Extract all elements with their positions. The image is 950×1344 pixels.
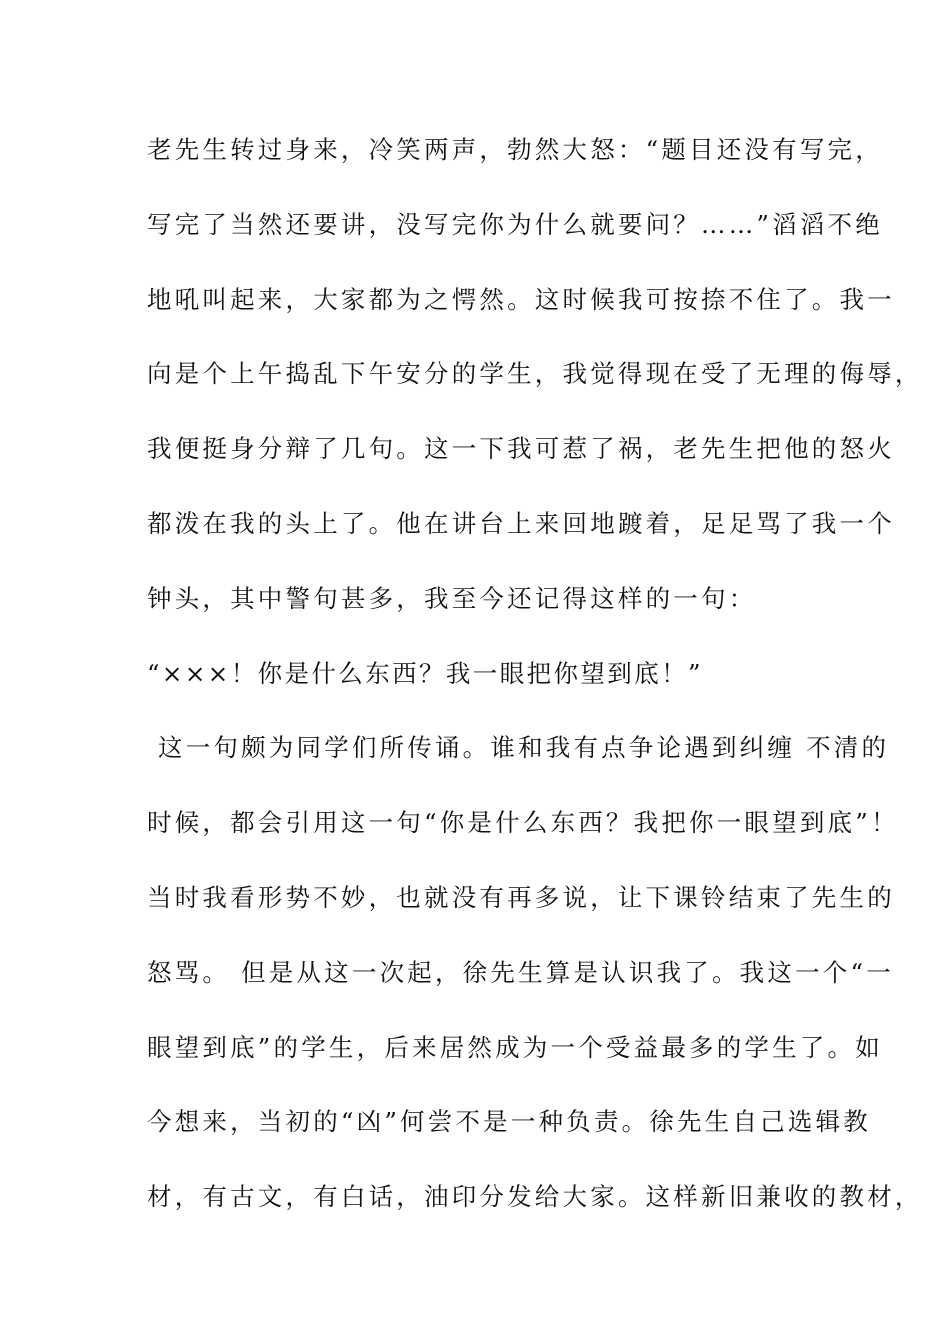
text-line: 这一句颇为同学们所传诵。谁和我有点争论遇到纠缠 不清的 xyxy=(147,733,890,763)
text-line: 地吼叫起来，大家都为之愕然。这时候我可按捺不住了。我一 xyxy=(147,284,895,314)
text-line: 眼望到底”的学生，后来居然成为一个受益最多的学生了。如 xyxy=(147,1032,883,1062)
text-line: 向是个上午捣乱下午安分的学生，我觉得现在受了无理的侮辱， xyxy=(147,359,923,389)
text-line: 今想来，当初的“凶”何尝不是一种负责。徐先生自己选辑教 xyxy=(147,1107,871,1137)
text-line: 写完了当然还要讲，没写完你为什么就要问？……”滔滔不绝 xyxy=(147,209,883,239)
quoted-line: “×××！你是什么东西？我一眼把你望到底！” xyxy=(147,658,703,688)
text-line: 钟头，其中警句甚多，我至今还记得这样的一句： xyxy=(147,583,757,613)
text-line: 时候，都会引用这一句“你是什么东西？我把你一眼望到底”！ xyxy=(147,808,899,838)
text-line: 老先生转过身来，冷笑两声，勃然大怒：“题目还没有写完， xyxy=(147,135,883,164)
text-line: 怒骂。 但是从这一次起，徐先生算是认识我了。我这一个“一 xyxy=(147,957,894,987)
text-line: 我便挺身分辩了几句。这一下我可惹了祸，老先生把他的怒火 xyxy=(147,434,895,464)
body-text xyxy=(147,126,923,1248)
text-line: 材，有古文，有白话，油印分发给大家。这样新旧兼收的教材， xyxy=(147,1182,923,1212)
text-line: 都泼在我的头上了。他在讲台上来回地踱着，足足骂了我一个 xyxy=(147,508,895,538)
text-line: 当时我看形势不妙，也就没有再多说，让下课铃结束了先生的 xyxy=(147,882,895,912)
